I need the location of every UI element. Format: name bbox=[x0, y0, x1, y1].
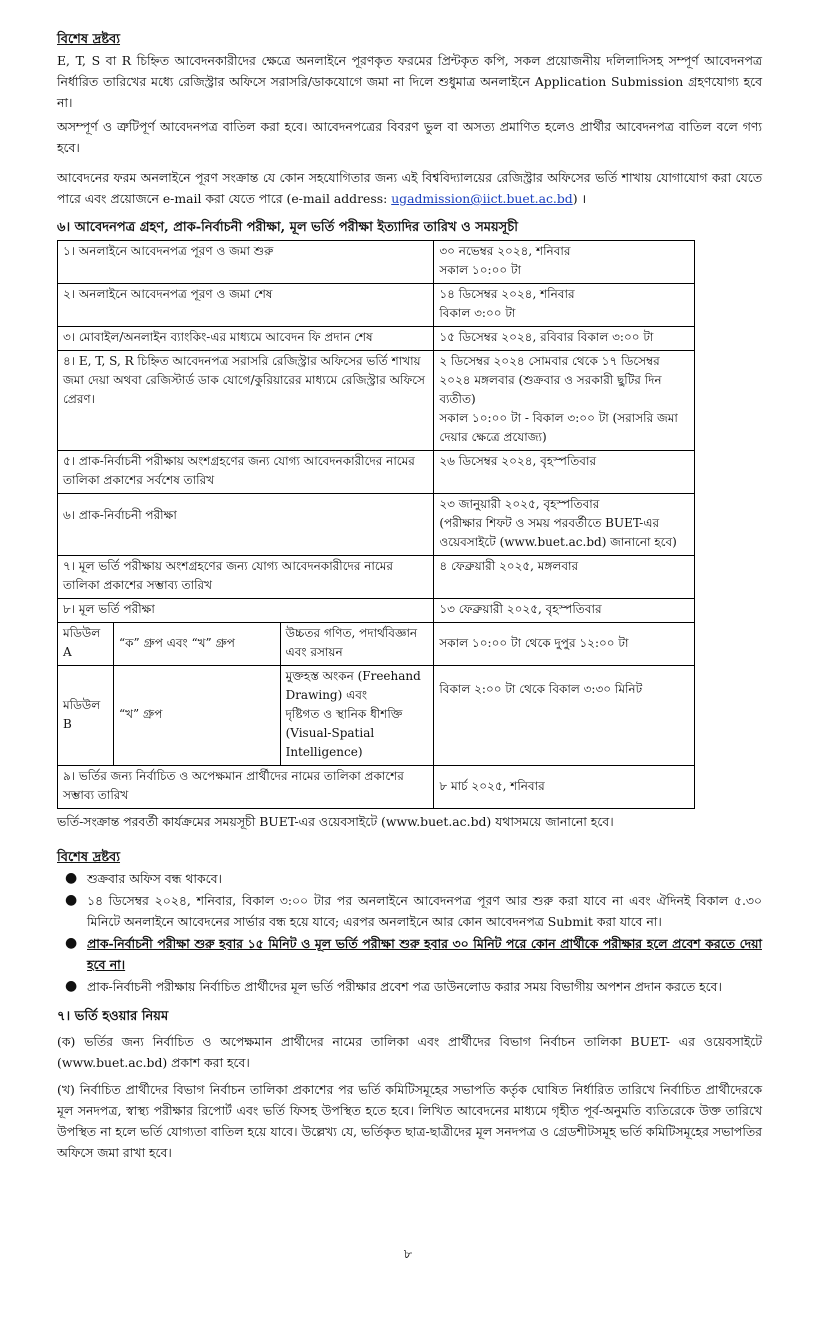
list-item bbox=[65, 868, 762, 889]
row2-value bbox=[434, 284, 695, 327]
row1-label: ১। অনলাইনে আবেদনপত্র পূরণ ও জমা শুরু bbox=[58, 241, 434, 284]
row2-time: বিকাল ৩:০০ টা bbox=[439, 306, 516, 320]
row8-value: ১৩ ফেব্রুয়ারী ২০২৫, বৃহস্পতিবার bbox=[434, 599, 695, 623]
table-row bbox=[58, 623, 695, 666]
note2-item-text: ১৪ ডিসেম্বর ২০২৪, শনিবার, বিকাল ৩:০০ টার পর অনলাইনে আবেদনপত্র পূরণ আর শুরু করা যাবে না এবং ঐদিনই বিকাল ৫.৩০ মিনিটে অনলাইনে আবেদনের সার্ভার বন্ধ হয়ে যাবে; এরপর অনলাইনে আর কোন আবেদনপত্র Submit করা যাবে না। bbox=[87, 893, 762, 929]
note1-para2: অসম্পূর্ণ ও ত্রুটিপূর্ণ আবেদনপত্র বাতিল করা হবে। আবেদনপত্রের বিবরণ ভুল বা অসত্য প্রমাণিত হলেও প্রার্থীর আবেদনপত্র বাতিল বলে গণ্য হবে। bbox=[57, 119, 762, 155]
moduleB-subject-drawing: মুক্তহস্ত অংকন (Freehand Drawing) এবং bbox=[285, 669, 421, 702]
table-row bbox=[58, 666, 695, 766]
section7-heading: ৭। ভর্তি হওয়ার নিয়ম bbox=[57, 1009, 169, 1024]
note2-item-text: শুক্রবার অফিস বন্ধ থাকবে। bbox=[87, 871, 222, 886]
section7-para-kh: (খ) নির্বাচিত প্রার্থীদের বিভাগ নির্বাচন তালিকা প্রকাশের পর ভর্তি কমিটিসমূহের সভাপতি কর্তৃক ঘোষিত নির্ধারিত তারিখে নির্বাচিত প্রার্থীদেরকে মূল সনদপত্র, স্বাস্থ্য পরীক্ষার রিপোর্ট এবং ভর্তি ফিসহ উপস্থিত হতে হবে। লিখিত আবেদনের মাধ্যমে গৃহীত পূর্ব-অনুমতি ব্যতিরেকে উক্ত তারিখে উপস্থিত না হলে ভর্তি যোগ্যতা বাতিল হয়ে যাবে। উল্লেখ্য যে, ভর্তিকৃত ছাত্র-ছাত্রীদের মূল সনদপত্র ও গ্রেডশীটসমূহ ভর্তি কমিটিসমূহের সভাপতির অফিসে জমা রাখা হবে। bbox=[57, 1082, 762, 1160]
note2-item-text: প্রাক-নির্বাচনী পরীক্ষায় নির্বাচিত প্রার্থীদের মূল ভর্তি পরীক্ষার প্রবেশ পত্র ডাউনলোড করার সময় বিভাগীয় অপশন প্রদান করতে হবে। bbox=[87, 979, 722, 994]
table-row bbox=[58, 284, 695, 327]
table-row bbox=[58, 766, 695, 809]
note2-heading: বিশেষ দ্রষ্টব্য bbox=[57, 850, 121, 865]
bullet-icon: ● bbox=[65, 870, 78, 886]
note1-para3-end: ) । bbox=[572, 191, 587, 206]
table-row bbox=[58, 327, 695, 351]
row4-date: ২ ডিসেম্বর ২০২৪ সোমবার থেকে ১৭ ডিসেম্বর ২০২৪ মঙ্গলবার (শুক্রবার ও সরকারী ছুটির দিন ব্যতীত) bbox=[439, 354, 662, 406]
row3-label: ৩। মোবাইল/অনলাইন ব্যাংকিং-এর মাধ্যমে আবেদন ফি প্রদান শেষ bbox=[58, 327, 434, 351]
row2-date: ১৪ ডিসেম্বর ২০২৪, শনিবার bbox=[439, 287, 575, 301]
moduleB-time: বিকাল ২:০০ টা থেকে বিকাল ৩:৩০ মিনিট bbox=[434, 666, 695, 766]
note2-item-text-emphasis: প্রাক-নির্বাচনী পরীক্ষা শুরু হবার ১৫ মিনিট ও মূল ভর্তি পরীক্ষা শুরু হবার ৩০ মিনিট পরে কোন প্রার্থীকে পরীক্ষার হলে প্রবেশ করতে দেয়া হবে না। bbox=[87, 936, 762, 972]
row2-label: ২। অনলাইনে আবেদনপত্র পূরণ ও জমা শেষ bbox=[58, 284, 434, 327]
note1-para1: E, T, S বা R চিহ্নিত আবেদনকারীদের ক্ষেত্রে অনলাইনে পূরণকৃত ফরমের প্রিন্টকৃত কপি, সকল প্রয়োজনীয় দলিলাদিসহ সম্পূর্ণ আবেদনপত্র নির্ধারিত তারিখের মধ্যে রেজিস্ট্রার অফিসে সরাসরি/ডাকযোগে জমা না দিলে শুধুমাত্র অনলাইনে Application Submission গ্রহণযোগ্য হবে না। bbox=[57, 53, 762, 110]
moduleA-group: “ক” গ্রুপ এবং “খ” গ্রুপ bbox=[113, 623, 280, 666]
bullet-icon: ● bbox=[65, 892, 78, 908]
row4-label: ৪। E, T, S, R চিহ্নিত আবেদনপত্র সরাসরি রেজিস্ট্রার অফিসের ভর্তি শাখায় জমা দেয়া অথবা রেজিস্টার্ড ডাক যোগে/কুরিয়ারের মাধ্যমে রেজিস্ট্রার অফিসে প্রেরণ। bbox=[58, 351, 434, 451]
section7-para-k: (ক) ভর্তির জন্য নির্বাচিত ও অপেক্ষমান প্রার্থীদের নামের তালিকা এবং প্রার্থীদের বিভাগ নির্বাচন তালিকা BUET- এর ওয়েবসাইটে (www.buet.ac.bd) প্রকাশ করা হবে। bbox=[57, 1034, 762, 1070]
row9-label: ৯। ভর্তির জন্য নির্বাচিত ও অপেক্ষমান প্রার্থীদের নামের তালিকা প্রকাশের সম্ভাব্য তারিখ bbox=[58, 766, 434, 809]
note2-list bbox=[57, 868, 762, 997]
moduleB-subjects bbox=[280, 666, 434, 766]
bullet-icon: ● bbox=[65, 935, 78, 951]
table-row bbox=[58, 494, 695, 556]
page-number: ৮ bbox=[403, 1247, 413, 1262]
row9-value: ৮ মার্চ ২০২৫, শনিবার bbox=[434, 766, 695, 809]
schedule-footnote: ভর্তি-সংক্রান্ত পরবর্তী কার্যক্রমের সময়সূচী BUET-এর ওয়েবসাইটে (www.buet.ac.bd) যথাসময়ে জানানো হবে। bbox=[57, 814, 614, 829]
row8-label: ৮। মূল ভর্তি পরীক্ষা bbox=[58, 599, 434, 623]
row6-date: ২৩ জানুয়ারী ২০২৫, বৃহস্পতিবার bbox=[439, 497, 600, 511]
row4-time: সকাল ১০:০০ টা - বিকাল ৩:০০ টা (সরাসরি জমা দেয়ার ক্ষেত্রে প্রযোজ্য) bbox=[439, 411, 678, 444]
table-row bbox=[58, 241, 695, 284]
schedule-table bbox=[57, 240, 695, 809]
note1-heading: বিশেষ দ্রষ্টব্য bbox=[57, 32, 121, 47]
row1-time: সকাল ১০:০০ টা bbox=[439, 263, 522, 277]
document-page bbox=[57, 30, 762, 1163]
row6-value bbox=[434, 494, 695, 556]
row5-label: ৫। প্রাক-নির্বাচনী পরীক্ষায় অংশগ্রহণের জন্য যোগ্য আবেদনকারীদের নামের তালিকা প্রকাশের সর্বশেষ তারিখ bbox=[58, 451, 434, 494]
section6-heading: ৬। আবেদনপত্র গ্রহণ, প্রাক-নির্বাচনী পরীক্ষা, মূল ভর্তি পরীক্ষা ইত্যাদির তারিখ ও সময়সূচী bbox=[57, 220, 518, 235]
table-row bbox=[58, 351, 695, 451]
row7-label: ৭। মূল ভর্তি পরীক্ষায় অংশগ্রহণের জন্য যোগ্য আবেদনকারীদের নামের তালিকা প্রকাশের সম্ভাব্য তারিখ bbox=[58, 556, 434, 599]
note1-para3 bbox=[57, 167, 762, 209]
row6-note: (পরীক্ষার শিফট ও সময় পরবর্তীতে BUET-এর ওয়েবসাইটে (www.buet.ac.bd) জানানো হবে) bbox=[439, 516, 677, 549]
moduleB-subject-visual: দৃষ্টিগত ও স্থানিক ধীশক্তি (Visual-Spatial Intelligence) bbox=[285, 707, 403, 759]
moduleB-group: “খ” গ্রুপ bbox=[113, 666, 280, 766]
note1-para3-text: আবেদনের ফরম অনলাইনে পূরণ সংক্রান্ত যে কোন সহযোগিতার জন্য এই বিশ্ববিদ্যালয়ের রেজিস্ট্রার অফিসের ভর্তি শাখায় যোগাযোগ করা যেতে পারে এবং প্রয়োজনে e-mail করা যেতে পারে (e-mail address: bbox=[57, 170, 762, 206]
moduleA-subjects: উচ্চতর গণিত, পদার্থবিজ্ঞান এবং রসায়ন bbox=[280, 623, 434, 666]
table-row bbox=[58, 556, 695, 599]
list-item bbox=[65, 976, 762, 997]
row4-value bbox=[434, 351, 695, 451]
bullet-icon: ● bbox=[65, 978, 78, 994]
moduleA-time: সকাল ১০:০০ টা থেকে দুপুর ১২:০০ টা bbox=[434, 623, 695, 666]
row1-value bbox=[434, 241, 695, 284]
row5-value: ২৬ ডিসেম্বর ২০২৪, বৃহস্পতিবার bbox=[434, 451, 695, 494]
row3-value: ১৫ ডিসেম্বর ২০২৪, রবিবার বিকাল ৩:০০ টা bbox=[434, 327, 695, 351]
row7-value: ৪ ফেব্রুয়ারী ২০২৫, মঙ্গলবার bbox=[434, 556, 695, 599]
list-item bbox=[65, 890, 762, 932]
row6-label: ৬। প্রাক-নির্বাচনী পরীক্ষা bbox=[58, 494, 434, 556]
moduleB-name: মডিউল B bbox=[58, 666, 114, 766]
email-link[interactable]: ugadmission@iict.buet.ac.bd bbox=[391, 191, 573, 206]
table-row bbox=[58, 451, 695, 494]
moduleA-name: মডিউল A bbox=[58, 623, 114, 666]
row1-date: ৩০ নভেম্বর ২০২৪, শনিবার bbox=[439, 244, 571, 258]
table-row bbox=[58, 599, 695, 623]
list-item bbox=[65, 933, 762, 975]
